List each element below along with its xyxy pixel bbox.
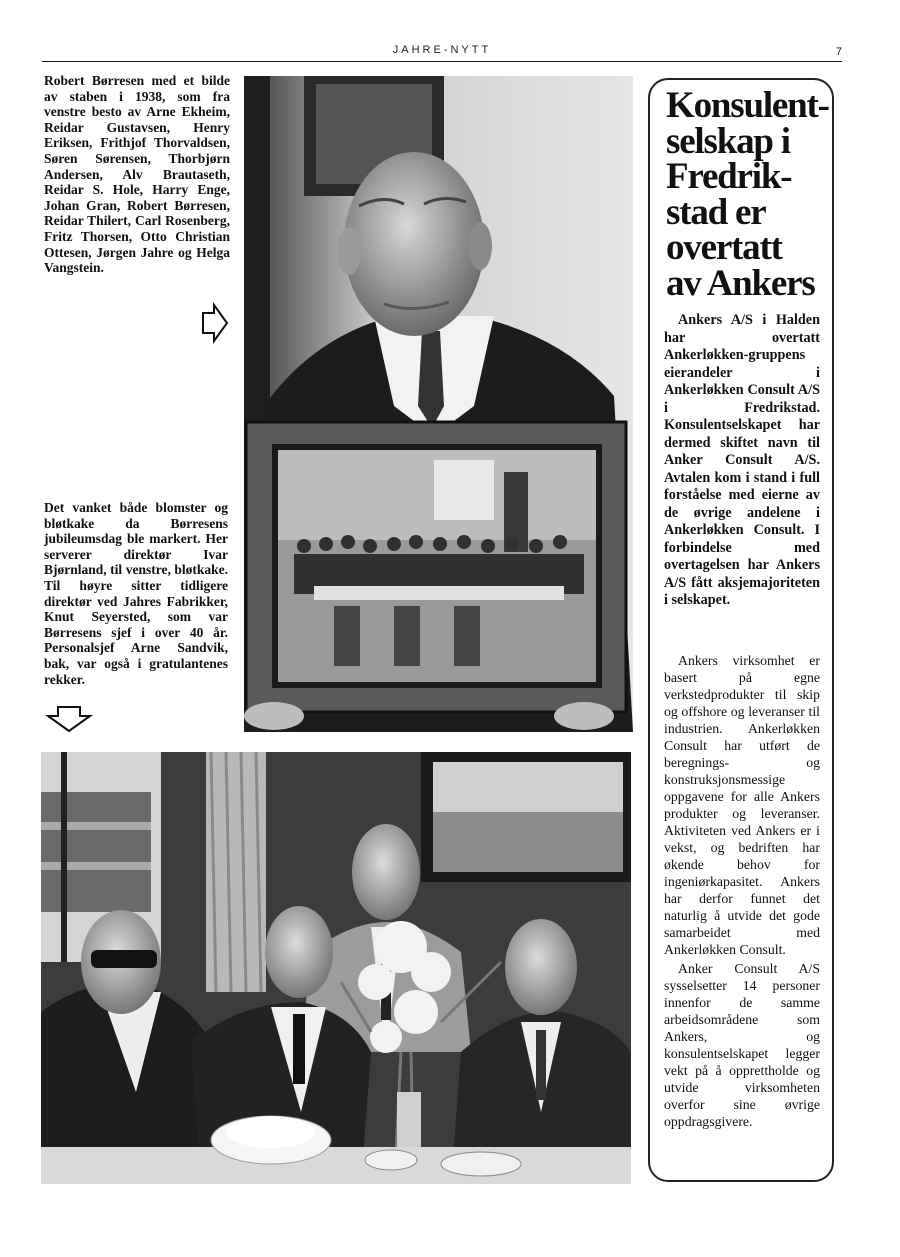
- photo-robert-borresen: [244, 76, 633, 732]
- header-rule: [42, 61, 842, 62]
- caption-jubilee: Det vanket både blomster og bløtkake da Børresens jubileumsdag ble markert. Her serverer direktør Ivar Bjørnland, til venstre, bløtkake. Til høyre sitter tidligere direktør ved Jahres Fabrikker, Knut Seyersted, som var Børresens sjef i over 40 år. Personalsjef Arne Sandvik, bak, var også i gratulantenes rekker.: [44, 500, 228, 687]
- article-lead-text: Ankers A/S i Halden har overtatt Ankerløkken-gruppens eierandeler i Ankerløkken Consult A/S i Fredrikstad. Konsulentselskapet har dermed skiftet navn til Anker Consult A/S. Avtalen kom i stand i full forståelse med eierne av de øvrige andelene i Ankerløkken Consult. I forbindelse med overtagelsen har Ankers A/S fått aksjemajoriteten i selskapet.: [664, 312, 820, 608]
- article-paragraph-1-text: Ankers virksomhet er basert på egne verkstedprodukter til skip og offshore og leveranser til industrien. Ankerløkken Consult har utført de beregnings- og konstruksjonsmessige oppgavene for alle Ankers produkter og leveranser. Aktiviteten ved Ankers er i vekst, og bedriften har økende behov for ingeniørkapasitet. Ankers har derfor funnet det naturlig å utvide det gode samarbeidet med Ankerløkken Consult.: [664, 653, 820, 957]
- publication-title: JAHRE-NYTT: [392, 44, 492, 56]
- arrow-down-icon: [44, 704, 94, 734]
- article-headline: Konsulent- selskap i Fredrik- stad er overtatt av Ankers: [666, 85, 829, 304]
- article-lead: [664, 312, 820, 610]
- article-paragraph-2: [664, 960, 820, 1130]
- page-header: [42, 44, 842, 64]
- photo-jubilee-celebration: [41, 752, 631, 1184]
- arrow-right-icon: [200, 302, 230, 344]
- caption-staff-1938: Robert Børresen med et bilde av staben i 1938, som fra venstre besto av Arne Ekheim, Reidar Gustavsen, Henry Eriksen, Frithjof Thorvaldsen, Søren Sørensen, Thorbjørn Andersen, Alv Brautaseth, Reidar S. Hole, Harry Enge, Johan Gran, Robert Børresen, Reidar Thilert, Carl Rosenberg, Fritz Thorsen, Otto Christian Ottesen, Jørgen Jahre og Helga Vangstein.: [44, 73, 230, 276]
- article-paragraph-2-text: Anker Consult A/S sysselsetter 14 personer innenfor de samme arbeidsområdene som Ankers, og konsulentselskapet legger vekt på å opprettholde og utvide virksomheten overfor sine øvrige oppdragsgivere.: [664, 961, 820, 1129]
- article-paragraph-1: [664, 652, 820, 958]
- page-number: 7: [835, 46, 842, 58]
